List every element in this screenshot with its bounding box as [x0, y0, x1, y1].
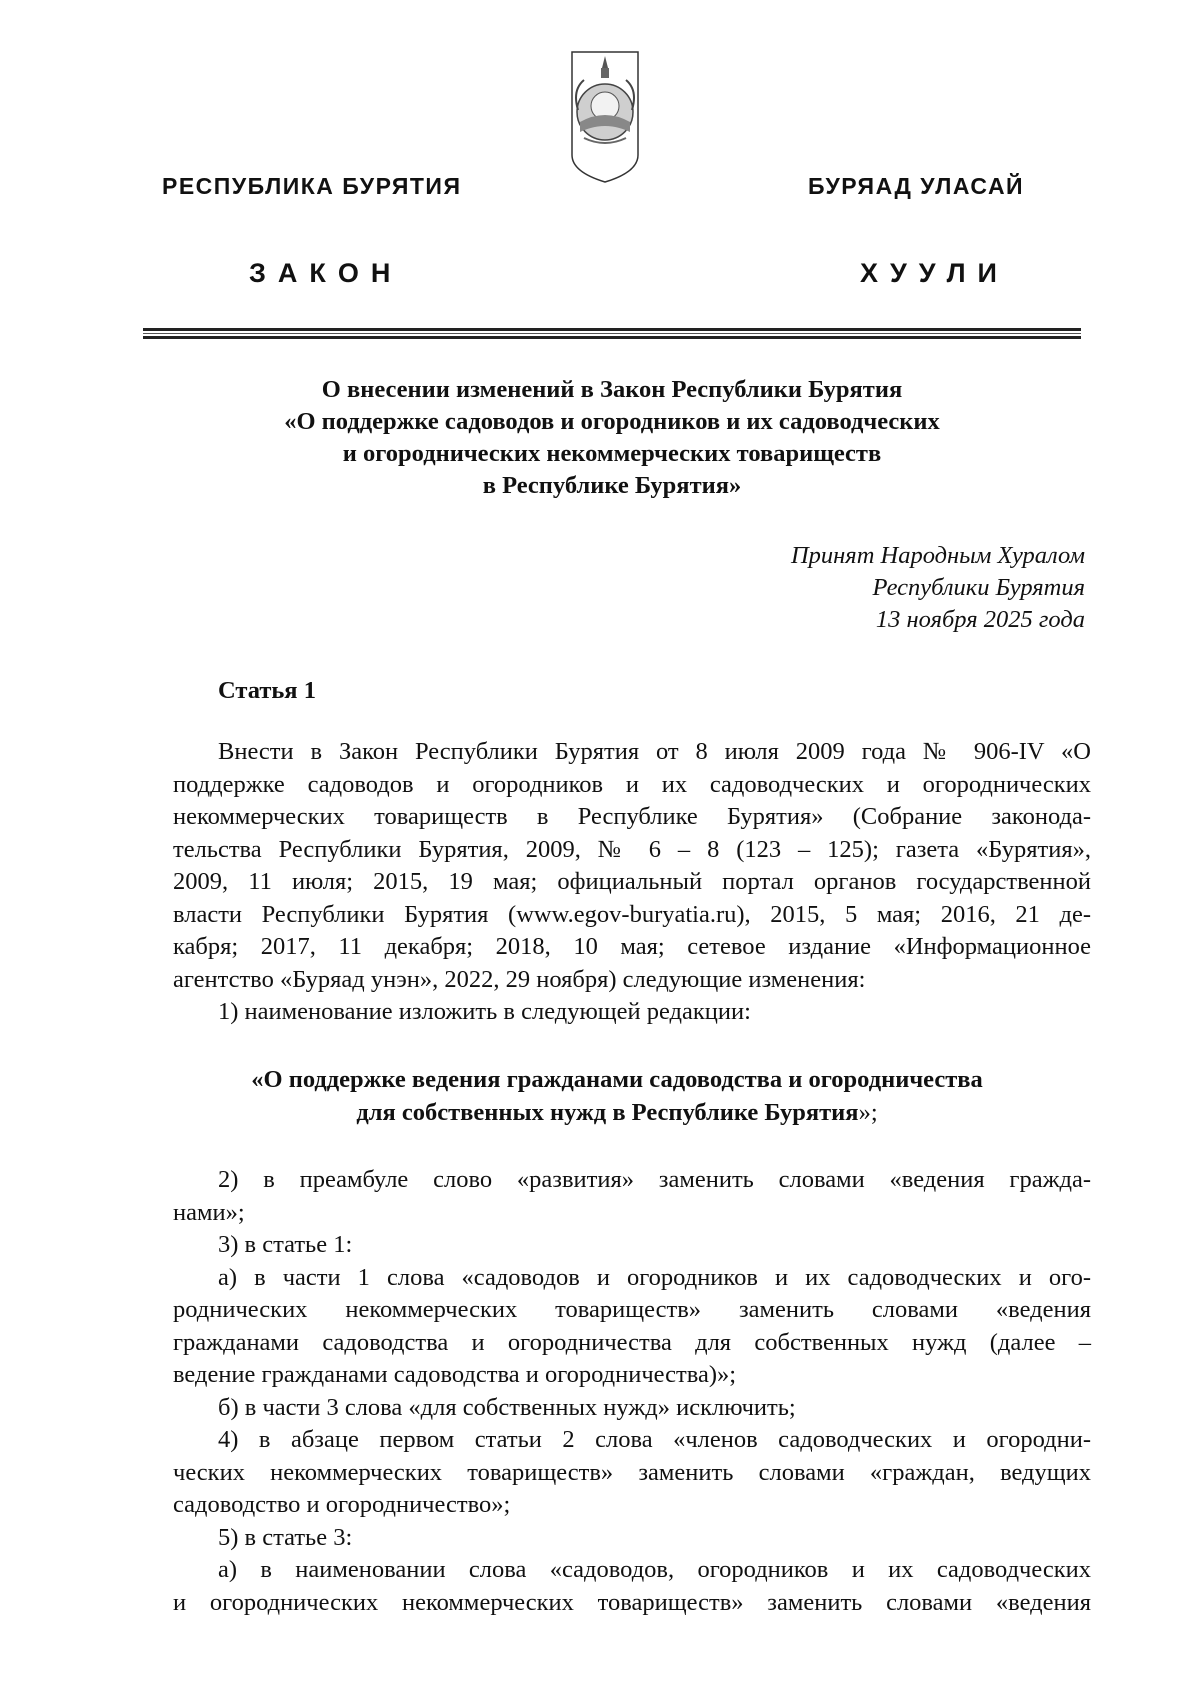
- new-name-line-2: [143, 1097, 1091, 1130]
- text-line: 2) в преамбуле слово «развития» заменить словами «ведения гражда-: [218, 1166, 1091, 1193]
- text-line: поддержке садоводов и огородников и их садоводческих и огороднических: [173, 770, 1091, 798]
- text-line: 5) в статье 3:: [218, 1523, 353, 1551]
- text-line: нами»;: [173, 1198, 245, 1226]
- text-line: а) в наименовании слова «садоводов, огородников и их садоводческих: [218, 1556, 1091, 1583]
- text-line: 3) в статье 1:: [218, 1231, 353, 1258]
- doc-type-buryat: ХУУЛИ: [860, 258, 1009, 288]
- text-line: 2009, 11 июля; 2015, 19 мая; официальный портал органов государственной: [173, 868, 1091, 895]
- law-title-line: О внесении изменений в Закон Республики Бурятия: [321, 376, 903, 403]
- new-name-suffix: »;: [858, 1098, 878, 1126]
- article-body-part2: [173, 1164, 1091, 1619]
- header-divider-bottom: [143, 336, 1081, 339]
- article-body-part1: [173, 736, 1091, 1029]
- header-divider: [143, 328, 1081, 331]
- new-law-name: [143, 1064, 1091, 1129]
- text-line: агентство «Буряад унэн», 2022, 29 ноября) следующие изменения:: [173, 965, 866, 993]
- text-line: Внести в Закон Республики Бурятия от 8 июля 2009 года № 906-IV «О: [218, 738, 1091, 765]
- republic-name-russian: РЕСПУБЛИКА БУРЯТИЯ: [162, 173, 462, 199]
- text-line: б) в части 3 слова «для собственных нужд» исключить;: [218, 1393, 796, 1421]
- header-divider-thin: [143, 333, 1081, 334]
- law-title: [143, 374, 1081, 502]
- doc-type-russian: ЗАКОН: [249, 258, 403, 288]
- text-line: садоводство и огородничество»;: [173, 1491, 511, 1518]
- adoption-line: Принят Народным Хуралом: [790, 542, 1085, 569]
- republic-name-buryat: БУРЯАД УЛАСАЙ: [808, 173, 1025, 199]
- text-line: власти Республики Бурятия (www.egov-buryatia.ru), 2015, 5 мая; 2016, 21 де-: [173, 900, 1091, 928]
- adoption-line: 13 ноября 2025 года: [875, 606, 1085, 633]
- text-line: ведение гражданами садоводства и огородничества)»;: [173, 1361, 737, 1388]
- text-line: ческих некоммерческих товариществ» заменить словами «граждан, ведущих: [173, 1458, 1091, 1486]
- adoption-note: [791, 540, 1085, 636]
- text-line: и огороднических некоммерческих товариществ» заменить словами «ведения: [173, 1588, 1091, 1616]
- text-line: а) в части 1 слова «садоводов и огородников и их садоводческих и ого-: [218, 1263, 1091, 1291]
- adoption-line: Республики Бурятия: [872, 574, 1085, 601]
- coat-of-arms-emblem-icon: [570, 50, 640, 184]
- new-name-text: для собственных нужд в Республике Бурятия: [356, 1098, 859, 1126]
- text-line: роднических некоммерческих товариществ» заменить словами «ведения: [173, 1296, 1091, 1323]
- law-title-line: «О поддержке садоводов и огородников и их садоводческих: [284, 408, 940, 435]
- text-line: 1) наименование изложить в следующей редакции:: [218, 998, 751, 1025]
- text-line: кабря; 2017, 11 декабря; 2018, 10 мая; сетевое издание «Информационное: [173, 933, 1091, 960]
- text-line: гражданами садоводства и огородничества для собственных нужд (далее –: [173, 1328, 1091, 1356]
- text-line: некоммерческих товариществ в Республике Бурятия» (Собрание законода-: [173, 803, 1091, 830]
- law-title-line: в Республике Бурятия»: [482, 472, 742, 499]
- new-name-line: «О поддержке ведения гражданами садоводства и огородничества: [251, 1066, 983, 1093]
- text-line: тельства Республики Бурятия, 2009, № 6 – 8 (123 – 125); газета «Бурятия»,: [173, 835, 1091, 863]
- text-line: 4) в абзаце первом статьи 2 слова «членов садоводческих и огородни-: [218, 1426, 1091, 1453]
- law-title-line: и огороднических некоммерческих товариществ: [342, 440, 882, 467]
- article-heading: Статья 1: [218, 677, 316, 704]
